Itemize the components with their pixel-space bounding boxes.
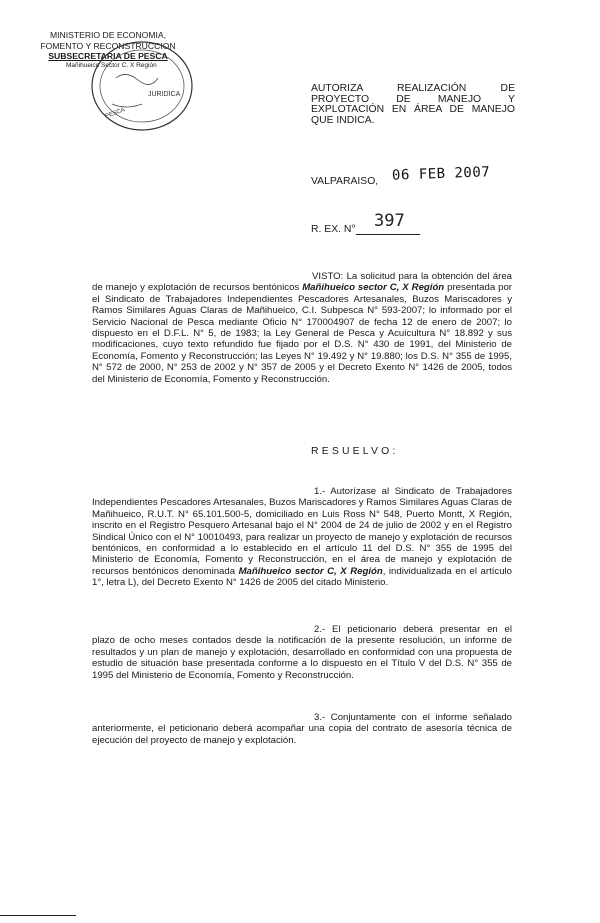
title-line: PROYECTO DE MANEJO Y [311,93,515,105]
title-line: QUE INDICA. [311,114,375,126]
resuelvo-heading: RESUELVO: [311,446,399,457]
footer-rule [0,915,76,916]
visto-lead: VISTO: La solicitud para la obtención del área de manejo y explotación de recursos bentónicos [92,271,512,294]
stamp-label-2: PESCA [104,107,126,120]
article-1-lead: 1.- Autorízase al Sindicato de Trabajadores Independientes Pescadores Artesanales, Buzos Mariscadores y Ramos Similares Aguas Claras de Mañihueico, R.U.T. N° 65.101.500-5, domiciliado en Luis Ross N° 548, Puerto Montt, X Región, inscrito en el Registro Pesquero Artesanal bajo el N° 2004 de 24 de julio de 2002 y en el Registro Sindical Único con el N° 10010493, para realizar un proyecto de manejo y explotación de recursos bentónicos, en conformidad a lo establecido en el artículo 11 del D.S. N° 355 de 1995 del Ministerio de Economía, Fomento y Reconstrucción, en el área de manejo y explotación de recursos bentónicos denominada [92,486,512,577]
ministry-subtitle: FOMENTO Y RECONSTRUCCION [40,40,176,51]
title-line: EXPLOTACIÓN EN ÁREA DE MANEJO [311,104,515,115]
date-label: VALPARAISO, [311,176,379,187]
title-line: AUTORIZA REALIZACIÓN DE [311,83,515,94]
resolution-label: R. EX. N° [311,224,356,235]
article-1 [92,486,512,589]
resolution-number-line [356,234,420,235]
sector-reference: Mañihueico Sector C. X Región [66,61,157,69]
visto-sector: Mañihueico sector C, X Región [302,282,445,294]
article-1-body: , individualizada en el artículo 1°, letra L), del Decreto Exento N° 1426 de 2005 del citado Ministerio. [92,565,512,589]
ministry-name: MINISTERIO DE ECONOMIA, [49,30,167,40]
article-3-text: 3.- Conjuntamente con el informe señalado anteriormente, el peticionario deberá acompañar una copia del contrato de asesoría técnica de ejecución del proyecto de manejo y explotación. [92,712,512,746]
subsecretaria-name: SUBSECRETARIA DE PESCA [48,51,168,61]
article-3 [92,712,512,746]
visto-paragraph [92,271,512,385]
date-stamp: 06 FEB 2007 [391,164,491,184]
article-2 [92,624,512,681]
visto-body: presentada por el Sindicato de Trabajadores Independientes Pescadores Artesanales, Buzos Mariscadores y Ramos Similares Aguas Claras de Mañihueico, C.I. Subpesca N° 593-2007; lo informado por el Servicio Nacional de Pesca mediante Oficio N° 170004907 de fecha 12 de enero de 2007; lo dispuesto en el D.F.L. N° 5, de 1983; la Ley General de Pesca y Acuicultura N° 18.892 y sus modificaciones, cuyo texto refundido fue fijado por el D.S. N° 430 de 1991, del Ministerio de Economía, Fomento y Reconstrucción; las Leyes N° 19.492 y N° 19.880; los D.S. N° 355 de 1995, N° 572 de 2000, N° 253 de 2002 y N° 357 de 2005 y el Decreto Exento N° 1426 de 2005, todos del Ministerio de Economía, Fomento y Reconstrucción. [92,282,512,385]
official-stamp [86,38,196,134]
article-2-text: 2.- El peticionario deberá presentar en el plazo de ocho meses contados desde la notificación de la presente resolución, un informe de resultados y un plan de manejo y explotación, desarrollado en conformidad con una propuesta de estudio de situación base presentada conforme a lo dispuesto en el Título V del D.S. N° 355 de 1995 del Ministerio de Economía, Fomento y Reconstrucción. [92,624,512,681]
stamp-label: JURIDICA [148,91,181,98]
document-title [311,84,515,126]
resolution-number: 397 [374,211,405,231]
article-1-sector: Mañihueico sector C, X Región [238,565,383,577]
